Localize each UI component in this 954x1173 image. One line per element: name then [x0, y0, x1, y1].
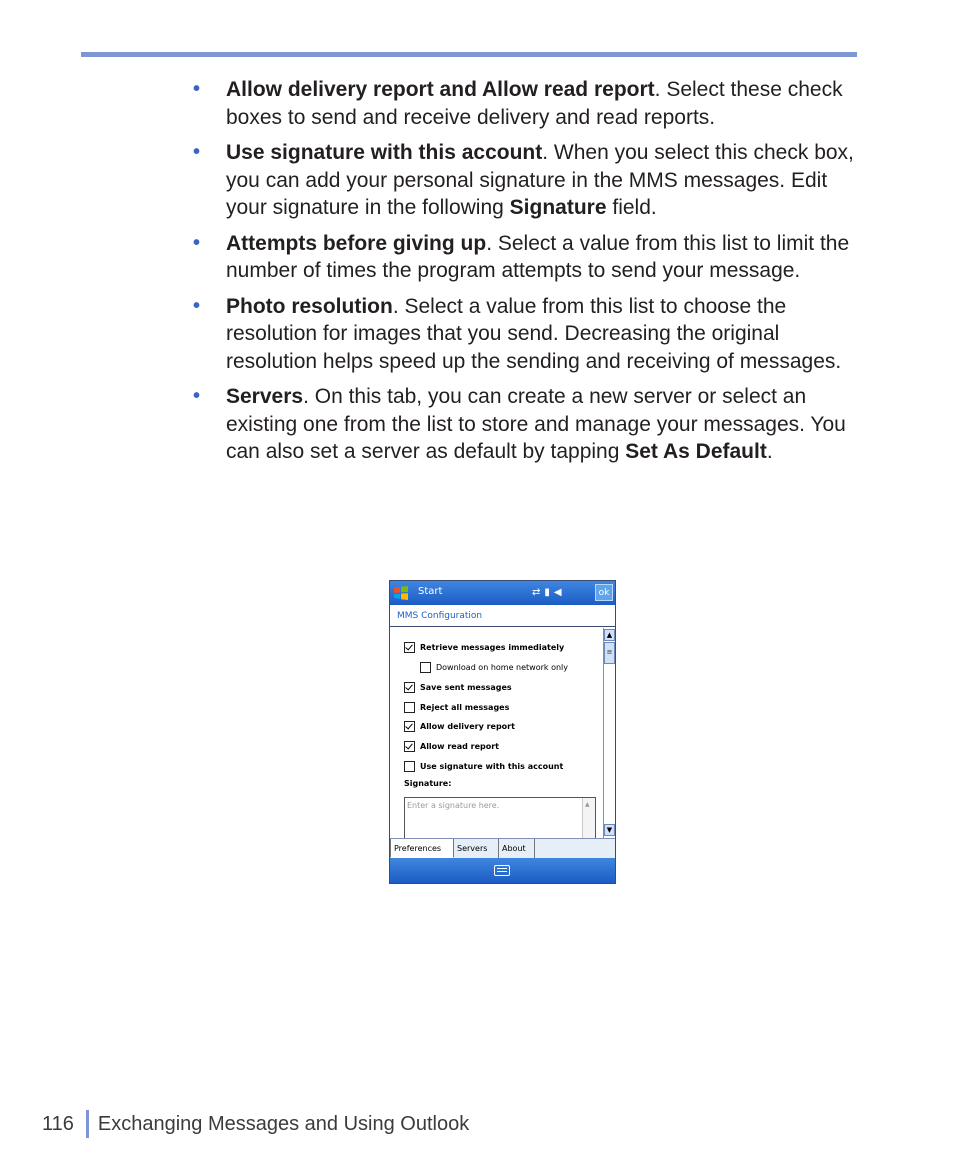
windows-start-icon[interactable] — [393, 585, 409, 601]
checkbox[interactable] — [404, 761, 415, 772]
checkbox[interactable] — [404, 642, 415, 653]
option-label: Save sent messages — [420, 682, 512, 692]
signature-input[interactable] — [404, 797, 596, 839]
option-read-report[interactable] — [404, 739, 499, 753]
checkbox[interactable] — [404, 702, 415, 713]
tab-bar — [390, 838, 615, 858]
bullet-text: . When you select this check box, you can add your personal signature in the MMS messages. Edit your signature in the following — [226, 141, 854, 219]
option-label: Download on home network only — [436, 662, 568, 672]
vertical-scrollbar[interactable] — [603, 628, 615, 838]
option-retrieve-immediately[interactable] — [404, 640, 564, 654]
option-label: Use signature with this account — [420, 761, 564, 771]
signal-icon[interactable]: ▮ — [544, 587, 550, 598]
option-label: Allow delivery report — [420, 721, 515, 731]
bullet-delivery-report — [193, 76, 873, 131]
signature-placeholder: Enter a signature here. — [407, 801, 500, 810]
footer-separator — [86, 1110, 89, 1138]
bullet-term: Allow delivery report and Allow read report — [226, 78, 655, 101]
option-delivery-report[interactable] — [404, 719, 515, 733]
bullet-photo-resolution — [193, 293, 873, 376]
page-number: 116 — [42, 1112, 74, 1135]
title-bar — [390, 581, 615, 605]
bullet-dot: • — [193, 231, 201, 254]
bullet-text: . Select a value from this list to choose the resolution for images that you send. Decreasing the original resolution helps speed up the sending and receiving of messages. — [226, 294, 842, 373]
signature-label: Signature: — [404, 779, 452, 788]
checkbox[interactable] — [404, 721, 415, 732]
bullet-dot: • — [193, 385, 201, 407]
scroll-up-button[interactable]: ▲ — [604, 629, 615, 641]
status-icons — [532, 586, 592, 600]
option-home-network-only[interactable] — [420, 660, 568, 674]
checkbox[interactable] — [404, 682, 415, 693]
tab-about[interactable]: About — [499, 839, 535, 858]
volume-icon[interactable]: ◀ — [553, 587, 562, 598]
bullet-signature — [193, 139, 873, 222]
bullet-dot: • — [193, 294, 201, 317]
checkbox[interactable] — [404, 741, 415, 752]
device-screenshot — [389, 580, 616, 884]
bullet-text-end: field. — [606, 196, 657, 219]
connectivity-icon[interactable]: ⇄ — [532, 587, 541, 598]
checkbox[interactable] — [420, 662, 431, 673]
bullet-dot: • — [193, 141, 201, 163]
app-title-bar — [390, 605, 615, 627]
option-label: Retrieve messages immediately — [420, 642, 565, 652]
tab-preferences[interactable]: Preferences — [390, 839, 454, 858]
scroll-down-button[interactable]: ▼ — [604, 824, 615, 836]
option-label: Allow read report — [420, 741, 499, 751]
bullet-list — [193, 76, 873, 474]
bullet-text: . Select these check boxes to send and receive delivery and read reports. — [226, 78, 843, 129]
bullet-term-inline: Set As Default — [625, 440, 767, 463]
bullet-text: . On this tab, you can create a new server or select an existing one from the list to store and manage your messages. You can also set a server as default by tapping — [226, 385, 846, 463]
option-reject-all[interactable] — [404, 700, 509, 714]
keyboard-icon[interactable] — [494, 865, 510, 876]
signature-scrollbar[interactable] — [582, 798, 595, 838]
menu-bar — [390, 858, 615, 883]
option-use-signature[interactable] — [404, 759, 563, 773]
bullet-dot: • — [193, 78, 201, 100]
bullet-term: Attempts before giving up — [226, 231, 487, 255]
bullet-attempts — [193, 230, 873, 285]
option-save-sent[interactable] — [404, 680, 512, 694]
bullet-term: Photo resolution — [226, 294, 393, 318]
bullet-term: Servers — [226, 385, 304, 408]
bullet-text-end: . — [766, 440, 773, 463]
bullet-text: . Select a value from this list to limit the number of times the program attempts to send your message. — [226, 231, 850, 282]
bullet-term-inline: Signature — [509, 196, 607, 219]
chapter-title: Exchanging Messages and Using Outlook — [97, 1112, 470, 1135]
option-label: Reject all messages — [420, 702, 510, 712]
scroll-thumb[interactable]: ≡ — [604, 642, 615, 664]
ok-button[interactable]: ok — [595, 584, 613, 601]
bullet-term: Use signature with this account — [226, 141, 543, 164]
bullet-servers — [193, 383, 873, 466]
app-title: MMS Configuration — [397, 611, 483, 621]
scroll-up-icon[interactable]: ▲ — [585, 801, 590, 808]
tab-servers[interactable]: Servers — [454, 839, 499, 858]
page-footer — [42, 1110, 469, 1138]
start-label[interactable]: Start — [418, 586, 443, 597]
top-rule — [81, 52, 857, 57]
